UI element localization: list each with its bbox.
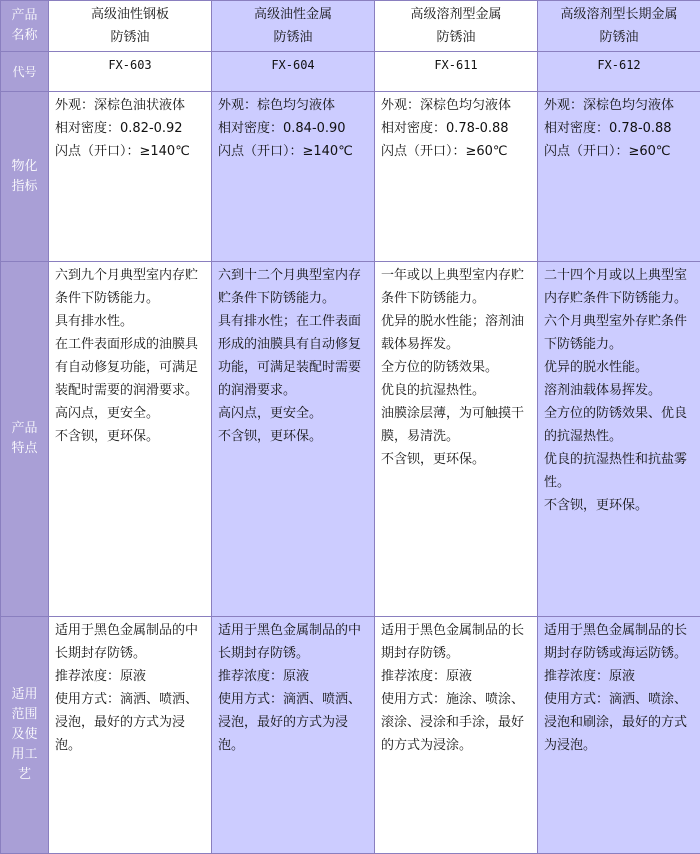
- recommended-concentration: 推荐浓度：原液: [55, 665, 205, 688]
- application-scope: 适用于黑色金属制品的中长期封存防锈。: [55, 619, 205, 665]
- row-label-text: 代号: [12, 65, 36, 79]
- usage-method: 使用方式：施涂、喷涂、滚涂、浸涂和手涂，最好的方式为浸涂。: [381, 688, 531, 757]
- feature-item: 一年或以上典型室内存贮条件下防锈能力。: [381, 264, 531, 310]
- physchem-cell: [375, 92, 538, 262]
- recommended-concentration: 推荐浓度：原液: [218, 665, 368, 688]
- application-cell: [49, 617, 212, 854]
- feature-item: 溶剂油载体易挥发。: [544, 379, 694, 402]
- product-name-line: 防锈油: [55, 26, 205, 49]
- product-code-cell: FX-611: [375, 52, 538, 92]
- application-scope: 适用于黑色金属制品的长期封存防锈或海运防锈。: [544, 619, 694, 665]
- row-label-text: 产品 特点: [11, 421, 37, 456]
- flash-point-text: 闪点（开口）：≥140℃: [218, 140, 368, 163]
- feature-item: 油膜涂层薄，为可触摸干膜，易清洗。: [381, 402, 531, 448]
- flash-point-text: 闪点（开口）：≥140℃: [55, 140, 205, 163]
- product-name-line: 防锈油: [218, 26, 368, 49]
- density-text: 相对密度：0.84-0.90: [218, 117, 368, 140]
- feature-item: 高闪点，更安全。: [55, 402, 205, 425]
- product-name-cell: [49, 1, 212, 52]
- physchem-row: [1, 92, 700, 262]
- row-label-physchem: [1, 92, 49, 262]
- feature-item: 在工件表面形成的油膜具有自动修复功能，可满足装配时需要的润滑要求。: [55, 333, 205, 402]
- flash-point-text: 闪点（开口）：≥60℃: [381, 140, 531, 163]
- feature-item: 优良的抗湿热性和抗盐雾性。: [544, 448, 694, 494]
- appearance-text: 外观：深棕色均匀液体: [381, 94, 531, 117]
- feature-item: 不含钡，更环保。: [544, 494, 694, 517]
- product-name-line: 高级溶剂型金属: [381, 3, 531, 26]
- features-cell: [212, 262, 375, 617]
- row-label-product-name: [1, 1, 49, 52]
- application-scope: 适用于黑色金属制品的长期封存防锈。: [381, 619, 531, 665]
- feature-item: 不含钡，更环保。: [55, 425, 205, 448]
- appearance-text: 外观：深棕色均匀液体: [544, 94, 694, 117]
- feature-item: 全方位的防锈效果。: [381, 356, 531, 379]
- recommended-concentration: 推荐浓度：原液: [381, 665, 531, 688]
- application-cell: [212, 617, 375, 854]
- feature-item: 不含钡，更环保。: [218, 425, 368, 448]
- application-cell: [538, 617, 700, 854]
- row-label-text: 适用 范围 及使 用工 艺: [11, 687, 37, 782]
- density-text: 相对密度：0.78-0.88: [381, 117, 531, 140]
- features-row: [1, 262, 700, 617]
- product-name-line: 高级油性金属: [218, 3, 368, 26]
- product-name-cell: [538, 1, 700, 52]
- product-name-cell: [375, 1, 538, 52]
- product-code-cell: FX-612: [538, 52, 700, 92]
- row-label-features: [1, 262, 49, 617]
- feature-item: 不含钡，更环保。: [381, 448, 531, 471]
- physchem-cell: [49, 92, 212, 262]
- product-name-cell: [212, 1, 375, 52]
- row-label-text: 产品 名称: [1, 6, 48, 46]
- feature-item: 优异的脱水性能。: [544, 356, 694, 379]
- flash-point-text: 闪点（开口）：≥60℃: [544, 140, 694, 163]
- feature-item: 优良的抗湿热性。: [381, 379, 531, 402]
- header-row: [1, 1, 700, 52]
- feature-item: 具有排水性。: [55, 310, 205, 333]
- feature-item: 全方位的防锈效果、优良的抗湿热性。: [544, 402, 694, 448]
- features-cell: [49, 262, 212, 617]
- features-cell: [375, 262, 538, 617]
- feature-item: 六到十二个月典型室内存贮条件下防锈能力。: [218, 264, 368, 310]
- code-row: [1, 52, 700, 92]
- feature-item: 六个月典型室外存贮条件下防锈能力。: [544, 310, 694, 356]
- row-label-code: [1, 52, 49, 92]
- row-label-text: 物化 指标: [11, 159, 37, 194]
- density-text: 相对密度：0.82-0.92: [55, 117, 205, 140]
- application-scope: 适用于黑色金属制品的中长期封存防锈。: [218, 619, 368, 665]
- appearance-text: 外观：深棕色油状液体: [55, 94, 205, 117]
- appearance-text: 外观：棕色均匀液体: [218, 94, 368, 117]
- product-name-line: 高级溶剂型长期金属: [544, 3, 694, 26]
- product-name-line: 防锈油: [381, 26, 531, 49]
- physchem-cell: [538, 92, 700, 262]
- product-name-line: 高级油性钢板: [55, 3, 205, 26]
- usage-method: 使用方式：滴洒、喷涂、浸泡和刷涂，最好的方式为浸泡。: [544, 688, 694, 757]
- application-cell: [375, 617, 538, 854]
- product-code-cell: FX-603: [49, 52, 212, 92]
- feature-item: 六到九个月典型室内存贮条件下防锈能力。: [55, 264, 205, 310]
- feature-item: 高闪点，更安全。: [218, 402, 368, 425]
- feature-item: 具有排水性；在工件表面形成的油膜具有自动修复功能，可满足装配时需要的润滑要求。: [218, 310, 368, 402]
- usage-method: 使用方式：滴洒、喷洒、浸泡，最好的方式为浸泡。: [55, 688, 205, 757]
- feature-item: 二十四个月或以上典型室内存贮条件下防锈能力。: [544, 264, 694, 310]
- features-cell: [538, 262, 700, 617]
- product-name-line: 防锈油: [544, 26, 694, 49]
- row-label-application: [1, 617, 49, 854]
- application-row: [1, 617, 700, 854]
- usage-method: 使用方式：滴洒、喷洒、浸泡，最好的方式为浸泡。: [218, 688, 368, 757]
- physchem-cell: [212, 92, 375, 262]
- feature-item: 优异的脱水性能；溶剂油载体易挥发。: [381, 310, 531, 356]
- density-text: 相对密度：0.78-0.88: [544, 117, 694, 140]
- product-code-cell: FX-604: [212, 52, 375, 92]
- recommended-concentration: 推荐浓度：原液: [544, 665, 694, 688]
